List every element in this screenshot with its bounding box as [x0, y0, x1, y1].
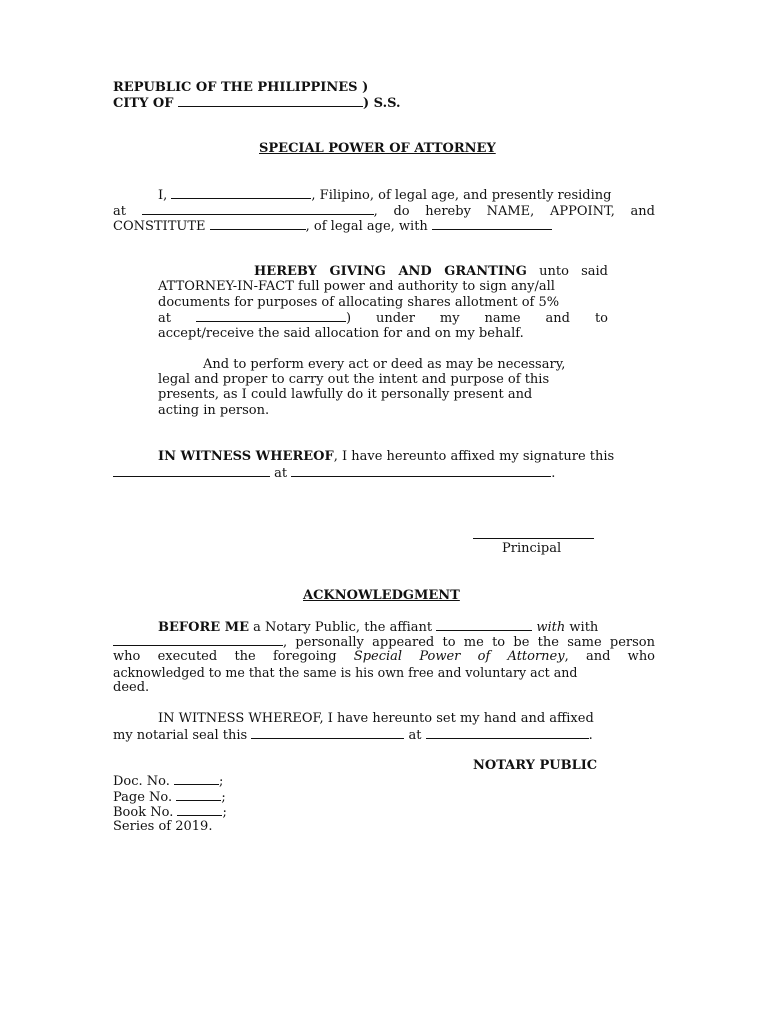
witness1-line2 [113, 465, 555, 481]
ack-l3-italic: Special Power of Attorney [353, 649, 565, 664]
ack-l5: deed. [113, 680, 150, 695]
para3-l1: And to perform every act or deed as may be necessary, [203, 357, 566, 372]
page-no-blank[interactable] [176, 789, 221, 801]
doc-no-semicolon: ; [219, 774, 224, 789]
witness1-line1 [158, 449, 614, 464]
para2-line3 [158, 295, 559, 310]
header-city-suffix: ) S.S. [363, 96, 401, 111]
witness1-l1-rest: , I have hereunto affixed my signature this [333, 449, 615, 464]
page-no-semicolon: ; [221, 790, 226, 805]
para1-l2-b: , do hereby NAME, APPOINT, and [373, 204, 655, 219]
notary-public-label-text: NOTARY PUBLIC [473, 758, 598, 773]
ack-line4 [113, 665, 577, 680]
principal-label-text: Principal [502, 541, 562, 556]
header-city [113, 95, 401, 111]
series [113, 819, 212, 834]
para2-line5 [158, 326, 524, 341]
para2-line4 [158, 310, 608, 326]
para1-l3-a: CONSTITUTE [113, 219, 206, 234]
principal-label [502, 541, 561, 556]
ack-l1-italic: with [536, 620, 566, 635]
notary-public-label [473, 758, 597, 773]
allocation-at-blank[interactable] [196, 310, 346, 322]
para1-l3-b: , of legal age, with [305, 219, 428, 234]
book-no-label: Book No. [113, 805, 174, 820]
para1-line2 [113, 203, 655, 219]
doc-no-label: Doc. No. [113, 774, 170, 789]
witness1-bold-lead: IN WITNESS WHEREOF [158, 449, 334, 464]
ack-l2: , personally appeared to me to be the same person [283, 635, 655, 650]
ack-line2 [113, 634, 655, 650]
para3-line3 [158, 387, 532, 402]
para1-line3 [113, 218, 552, 234]
witness1-period: . [551, 466, 556, 481]
affiant-name-blank[interactable] [436, 619, 532, 631]
witness2-line1 [158, 711, 594, 726]
para2-l2: ATTORNEY-IN-FACT full power and authority to sign any/all [158, 279, 555, 294]
ack-l1-a: a Notary Public, the affiant [253, 620, 433, 635]
header-republic-text: REPUBLIC OF THE PHILIPPINES ) [113, 80, 369, 95]
para3-l3: presents, as I could lawfully do it personally present and [158, 387, 533, 402]
document-title-text: SPECIAL POWER OF ATTORNEY [259, 141, 496, 156]
book-no-blank[interactable] [177, 804, 222, 816]
para2-l5: accept/receive the said allocation for and on my behalf. [158, 326, 524, 341]
ack-l3-b: , and who [564, 649, 656, 664]
para3-line4 [158, 403, 269, 418]
para2-l4-b: ) under my name and to [345, 311, 608, 326]
para2-l3: documents for purposes of allocating shares allotment of 5% [158, 295, 560, 310]
notary-date-blank[interactable] [251, 727, 404, 739]
para2-bold-lead: HEREBY GIVING AND GRANTING [254, 264, 527, 279]
witness2-l1: IN WITNESS WHEREOF, I have hereunto set my hand and affixed [158, 711, 594, 726]
page-no-label: Page No. [113, 790, 173, 805]
para3-line2 [158, 372, 549, 387]
series-text: Series of 2019. [113, 819, 213, 834]
para1-line1 [158, 187, 611, 203]
para1-l2-a: at [113, 204, 126, 219]
header-republic [113, 80, 368, 95]
witness2-period: . [588, 728, 593, 743]
para2-l1-rest: unto said [539, 264, 608, 279]
affiant-id-blank[interactable] [113, 634, 283, 646]
acknowledgment-title [303, 588, 460, 603]
ack-line5 [113, 680, 149, 695]
book-no [113, 804, 227, 820]
with-blank[interactable] [432, 218, 552, 230]
witness2-at: at [408, 728, 422, 743]
grantor-name-blank[interactable] [171, 187, 311, 199]
book-no-semicolon: ; [222, 805, 227, 820]
page-no [113, 789, 226, 805]
residence-blank[interactable] [142, 203, 374, 215]
document-title [259, 141, 496, 156]
signature-place-blank[interactable] [291, 465, 551, 477]
ack-line3 [113, 649, 655, 664]
ack-l4: acknowledged to me that the same is his own free and voluntary act and [113, 665, 578, 680]
ack-bold-lead: BEFORE ME [158, 620, 249, 635]
doc-no [113, 773, 223, 789]
city-blank[interactable] [178, 95, 363, 107]
witness2-l2-a: my notarial seal this [113, 728, 248, 743]
witness2-line2 [113, 727, 593, 743]
notary-place-blank[interactable] [426, 727, 589, 739]
para2-l4-a: at [158, 311, 171, 326]
para1-l1-b: , Filipino, of legal age, and presently residing [311, 188, 612, 203]
doc-no-blank[interactable] [174, 773, 219, 785]
para3-line1 [203, 357, 565, 372]
attorney-name-blank[interactable] [210, 218, 306, 230]
header-city-prefix: CITY OF [113, 96, 174, 111]
acknowledgment-title-text: ACKNOWLEDGMENT [303, 588, 460, 603]
para1-l1-a: I, [158, 188, 168, 203]
signature-date-blank[interactable] [113, 465, 270, 477]
para2-line1 [158, 264, 608, 279]
ack-line1 [158, 619, 598, 635]
ack-l1-b: with [569, 620, 599, 635]
para3-l4: acting in person. [158, 403, 270, 418]
para3-l2: legal and proper to carry out the intent and purpose of this [158, 372, 550, 387]
para2-line2 [158, 279, 555, 294]
principal-signature-line[interactable] [473, 538, 594, 539]
ack-l3-a: who executed the foregoing [113, 649, 337, 664]
witness1-at: at [274, 466, 288, 481]
